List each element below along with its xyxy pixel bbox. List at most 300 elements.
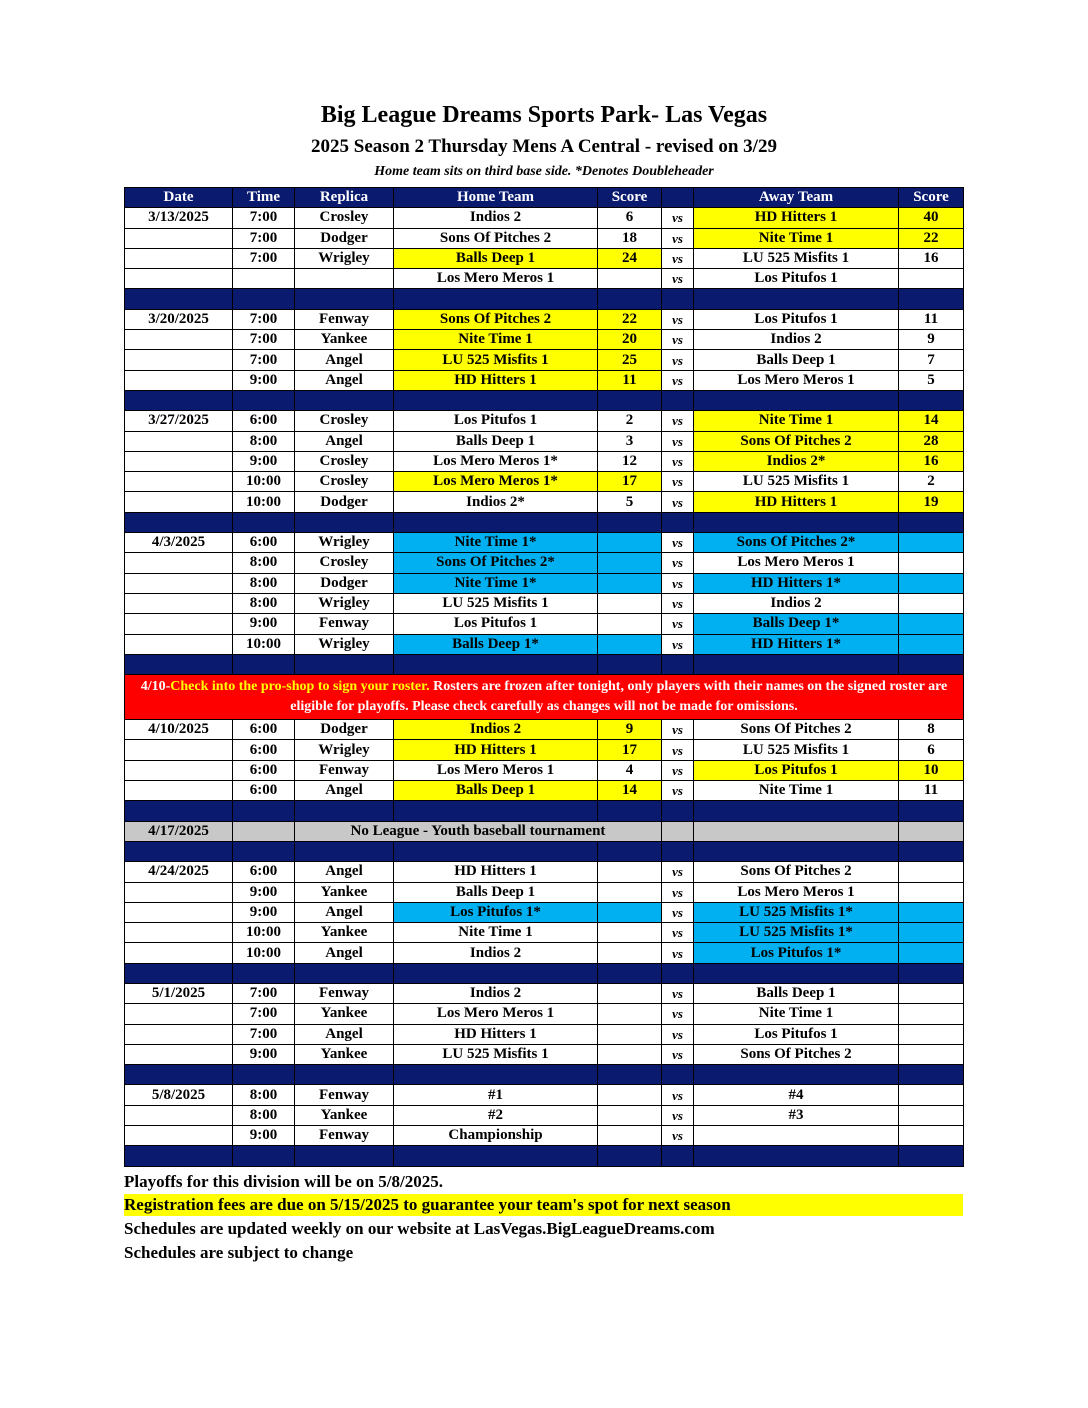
home-score-cell	[598, 553, 662, 573]
date-cell	[125, 228, 233, 248]
game-row	[125, 593, 964, 613]
away-score-cell	[899, 1004, 964, 1024]
date-cell	[125, 269, 233, 289]
game-row	[125, 431, 964, 451]
away-score-cell	[899, 1105, 964, 1125]
date-cell	[125, 492, 233, 512]
separator-cell	[598, 801, 662, 821]
home-score-cell	[598, 1105, 662, 1125]
no-league-message: No League - Youth baseball tournament	[295, 821, 662, 841]
home-team-cell: HD Hitters 1	[394, 862, 598, 882]
home-score-cell: 20	[598, 330, 662, 350]
date-cell: 4/10/2025	[125, 720, 233, 740]
game-row	[125, 902, 964, 922]
home-team-cell: #2	[394, 1105, 598, 1125]
home-team-cell: Indios 2	[394, 720, 598, 740]
away-team-cell: Sons Of Pitches 2	[694, 1044, 899, 1064]
away-team-cell: Sons Of Pitches 2	[694, 862, 899, 882]
away-score-cell: 14	[899, 411, 964, 431]
game-row	[125, 208, 964, 228]
away-team-cell: Sons Of Pitches 2	[694, 720, 899, 740]
separator-cell	[899, 654, 964, 674]
replica-cell: Fenway	[295, 309, 394, 329]
replica-cell: Angel	[295, 370, 394, 390]
separator-cell	[662, 512, 694, 532]
date-cell: 4/17/2025	[125, 821, 233, 841]
separator-cell	[662, 289, 694, 309]
away-score-cell	[899, 593, 964, 613]
vs-cell: vs	[662, 983, 694, 1003]
time-cell: 9:00	[233, 370, 295, 390]
time-cell: 8:00	[233, 1105, 295, 1125]
game-row	[125, 553, 964, 573]
vs-cell: vs	[662, 923, 694, 943]
home-score-cell: 6	[598, 208, 662, 228]
time-cell	[233, 821, 295, 841]
footer-website-note: Schedules are updated weekly on our website at LasVegas.BigLeagueDreams.com	[124, 1219, 715, 1238]
replica-cell: Dodger	[295, 492, 394, 512]
home-score-cell: 3	[598, 431, 662, 451]
page-title: Big League Dreams Sports Park- Las Vegas	[320, 102, 768, 128]
date-cell	[125, 614, 233, 634]
time-cell: 7:00	[233, 1004, 295, 1024]
away-score-cell: 22	[899, 228, 964, 248]
time-cell: 8:00	[233, 1085, 295, 1105]
away-score-cell	[899, 614, 964, 634]
separator-cell	[233, 1065, 295, 1085]
separator-cell	[233, 801, 295, 821]
separator-row	[125, 1146, 964, 1166]
separator-cell	[295, 654, 394, 674]
away-team-cell: Los Mero Meros 1	[694, 553, 899, 573]
replica-cell: Fenway	[295, 760, 394, 780]
footer-change-note: Schedules are subject to change	[124, 1243, 354, 1262]
notice-highlight: Check into the pro-shop to sign your roster.	[170, 679, 430, 695]
home-team-cell: Championship	[394, 1126, 598, 1146]
separator-cell	[899, 289, 964, 309]
away-team-cell: #3	[694, 1105, 899, 1125]
away-team-cell: Los Pitufos 1*	[694, 943, 899, 963]
away-team-cell: HD Hitters 1*	[694, 573, 899, 593]
home-score-cell	[598, 1024, 662, 1044]
separator-cell	[899, 963, 964, 983]
home-score-cell	[598, 614, 662, 634]
date-cell	[125, 1126, 233, 1146]
time-cell: 9:00	[233, 902, 295, 922]
away-team-cell: Indios 2	[694, 330, 899, 350]
date-cell	[125, 943, 233, 963]
away-score-cell: 6	[899, 740, 964, 760]
away-score-cell	[899, 821, 964, 841]
away-score-cell: 40	[899, 208, 964, 228]
home-team-cell: LU 525 Misfits 1	[394, 593, 598, 613]
col-header-away-score: Score	[899, 188, 964, 208]
time-cell: 6:00	[233, 740, 295, 760]
away-score-cell: 19	[899, 492, 964, 512]
home-team-cell: Nite Time 1*	[394, 533, 598, 553]
game-row	[125, 269, 964, 289]
replica-cell: Angel	[295, 902, 394, 922]
separator-cell	[598, 841, 662, 861]
date-cell	[125, 431, 233, 451]
home-score-cell: 17	[598, 472, 662, 492]
separator-cell	[394, 841, 598, 861]
home-team-cell: Los Pitufos 1*	[394, 902, 598, 922]
separator-cell	[899, 841, 964, 861]
home-team-cell: Indios 2	[394, 208, 598, 228]
separator-row	[125, 289, 964, 309]
separator-cell	[598, 289, 662, 309]
separator-cell	[295, 1065, 394, 1085]
home-team-cell: Sons Of Pitches 2	[394, 228, 598, 248]
away-team-cell: LU 525 Misfits 1	[694, 472, 899, 492]
separator-cell	[598, 1065, 662, 1085]
date-cell	[125, 553, 233, 573]
replica-cell: Angel	[295, 431, 394, 451]
home-score-cell: 17	[598, 740, 662, 760]
col-header-home-team: Home Team	[394, 188, 598, 208]
away-team-cell: Los Mero Meros 1	[694, 882, 899, 902]
away-score-cell: 11	[899, 781, 964, 801]
replica-cell: Dodger	[295, 720, 394, 740]
schedule-note: Home team sits on third base side. *Denotes Doubleheader	[374, 164, 714, 179]
time-cell: 6:00	[233, 760, 295, 780]
time-cell: 7:00	[233, 983, 295, 1003]
vs-cell: vs	[662, 309, 694, 329]
away-team-cell	[694, 821, 899, 841]
away-score-cell	[899, 902, 964, 922]
away-team-cell: LU 525 Misfits 1	[694, 740, 899, 760]
replica-cell: Angel	[295, 781, 394, 801]
away-score-cell	[899, 1024, 964, 1044]
vs-cell: vs	[662, 862, 694, 882]
time-cell: 8:00	[233, 593, 295, 613]
away-team-cell: Sons Of Pitches 2*	[694, 533, 899, 553]
away-score-cell: 10	[899, 760, 964, 780]
away-team-cell	[694, 1126, 899, 1146]
date-cell	[125, 451, 233, 471]
vs-cell: vs	[662, 451, 694, 471]
separator-cell	[598, 390, 662, 410]
time-cell: 6:00	[233, 533, 295, 553]
separator-cell	[598, 654, 662, 674]
time-cell: 6:00	[233, 411, 295, 431]
separator-cell	[899, 390, 964, 410]
home-score-cell	[598, 902, 662, 922]
game-row	[125, 1085, 964, 1105]
separator-cell	[295, 801, 394, 821]
home-team-cell: Nite Time 1*	[394, 573, 598, 593]
separator-cell	[394, 963, 598, 983]
vs-cell: vs	[662, 760, 694, 780]
replica-cell: Fenway	[295, 983, 394, 1003]
separator-cell	[899, 512, 964, 532]
time-cell	[233, 269, 295, 289]
replica-cell: Crosley	[295, 411, 394, 431]
game-row	[125, 760, 964, 780]
separator-cell	[694, 289, 899, 309]
date-cell	[125, 1004, 233, 1024]
replica-cell: Yankee	[295, 1044, 394, 1064]
home-score-cell: 22	[598, 309, 662, 329]
game-row	[125, 228, 964, 248]
replica-cell: Wrigley	[295, 533, 394, 553]
game-row	[125, 451, 964, 471]
home-score-cell	[598, 269, 662, 289]
col-header-replica: Replica	[295, 188, 394, 208]
replica-cell: Angel	[295, 350, 394, 370]
time-cell: 7:00	[233, 330, 295, 350]
time-cell: 9:00	[233, 451, 295, 471]
separator-cell	[694, 963, 899, 983]
time-cell: 10:00	[233, 492, 295, 512]
away-score-cell	[899, 983, 964, 1003]
away-score-cell: 7	[899, 350, 964, 370]
game-row	[125, 740, 964, 760]
separator-cell	[662, 841, 694, 861]
no-league-row	[125, 821, 964, 841]
away-score-cell	[899, 1044, 964, 1064]
home-team-cell: Los Mero Meros 1*	[394, 451, 598, 471]
separator-cell	[233, 1146, 295, 1166]
date-cell: 4/3/2025	[125, 533, 233, 553]
separator-cell	[233, 963, 295, 983]
separator-cell	[694, 654, 899, 674]
separator-cell	[295, 390, 394, 410]
game-row	[125, 1044, 964, 1064]
away-team-cell: LU 525 Misfits 1*	[694, 923, 899, 943]
footer-registration-note: Registration fees are due on 5/15/2025 to guarantee your team's spot for next season	[124, 1194, 963, 1216]
game-row	[125, 923, 964, 943]
vs-cell: vs	[662, 634, 694, 654]
game-row	[125, 614, 964, 634]
page-subtitle: 2025 Season 2 Thursday Mens A Central - revised on 3/29	[311, 136, 777, 157]
home-score-cell	[598, 1044, 662, 1064]
date-cell: 3/27/2025	[125, 411, 233, 431]
date-cell	[125, 760, 233, 780]
separator-cell	[125, 963, 233, 983]
date-cell	[125, 350, 233, 370]
vs-cell: vs	[662, 1085, 694, 1105]
time-cell: 10:00	[233, 923, 295, 943]
replica-cell: Yankee	[295, 1105, 394, 1125]
game-row	[125, 533, 964, 553]
home-team-cell: Los Mero Meros 1	[394, 1004, 598, 1024]
home-team-cell: Los Mero Meros 1	[394, 269, 598, 289]
vs-cell: vs	[662, 1126, 694, 1146]
separator-cell	[125, 1065, 233, 1085]
away-score-cell: 16	[899, 451, 964, 471]
away-team-cell: Balls Deep 1	[694, 350, 899, 370]
away-team-cell: HD Hitters 1	[694, 208, 899, 228]
vs-cell: vs	[662, 248, 694, 268]
separator-cell	[394, 1146, 598, 1166]
away-team-cell: Balls Deep 1*	[694, 614, 899, 634]
vs-cell: vs	[662, 553, 694, 573]
separator-cell	[394, 801, 598, 821]
date-cell: 5/1/2025	[125, 983, 233, 1003]
home-score-cell: 4	[598, 760, 662, 780]
replica-cell: Yankee	[295, 923, 394, 943]
vs-cell: vs	[662, 411, 694, 431]
vs-cell: vs	[662, 573, 694, 593]
date-cell	[125, 923, 233, 943]
separator-cell	[125, 654, 233, 674]
date-cell	[125, 1105, 233, 1125]
game-row	[125, 862, 964, 882]
away-score-cell	[899, 573, 964, 593]
roster-notice-row	[125, 675, 964, 720]
away-score-cell: 5	[899, 370, 964, 390]
away-score-cell	[899, 1126, 964, 1146]
home-team-cell: Balls Deep 1*	[394, 634, 598, 654]
home-team-cell: #1	[394, 1085, 598, 1105]
away-team-cell: Los Mero Meros 1	[694, 370, 899, 390]
away-score-cell	[899, 1085, 964, 1105]
away-score-cell	[899, 882, 964, 902]
separator-cell	[598, 512, 662, 532]
replica-cell: Wrigley	[295, 593, 394, 613]
home-team-cell: Los Pitufos 1	[394, 411, 598, 431]
away-score-cell: 2	[899, 472, 964, 492]
away-score-cell: 9	[899, 330, 964, 350]
separator-cell	[694, 512, 899, 532]
date-cell	[125, 882, 233, 902]
table-header-row	[125, 188, 964, 208]
game-row	[125, 720, 964, 740]
away-team-cell: Nite Time 1	[694, 228, 899, 248]
home-team-cell: Balls Deep 1	[394, 431, 598, 451]
col-header-vs	[662, 188, 694, 208]
time-cell: 7:00	[233, 1024, 295, 1044]
separator-cell	[125, 801, 233, 821]
replica-cell: Fenway	[295, 1126, 394, 1146]
time-cell: 8:00	[233, 431, 295, 451]
separator-cell	[295, 963, 394, 983]
separator-cell	[662, 801, 694, 821]
home-team-cell: Nite Time 1	[394, 923, 598, 943]
date-cell	[125, 781, 233, 801]
replica-cell: Crosley	[295, 208, 394, 228]
away-team-cell: Nite Time 1	[694, 781, 899, 801]
replica-cell: Crosley	[295, 553, 394, 573]
game-row	[125, 370, 964, 390]
time-cell: 9:00	[233, 882, 295, 902]
game-row	[125, 1126, 964, 1146]
separator-cell	[694, 390, 899, 410]
separator-cell	[125, 390, 233, 410]
vs-cell: vs	[662, 228, 694, 248]
replica-cell: Yankee	[295, 882, 394, 902]
separator-cell	[233, 289, 295, 309]
game-row	[125, 983, 964, 1003]
time-cell: 7:00	[233, 208, 295, 228]
home-team-cell: Balls Deep 1	[394, 248, 598, 268]
vs-cell: vs	[662, 593, 694, 613]
away-score-cell: 16	[899, 248, 964, 268]
date-cell	[125, 1024, 233, 1044]
vs-cell: vs	[662, 472, 694, 492]
home-score-cell	[598, 862, 662, 882]
separator-cell	[125, 841, 233, 861]
home-score-cell: 11	[598, 370, 662, 390]
home-team-cell: HD Hitters 1	[394, 740, 598, 760]
date-cell: 4/24/2025	[125, 862, 233, 882]
game-row	[125, 781, 964, 801]
away-score-cell: 28	[899, 431, 964, 451]
away-team-cell: Indios 2	[694, 593, 899, 613]
time-cell: 6:00	[233, 862, 295, 882]
replica-cell: Angel	[295, 862, 394, 882]
game-row	[125, 1024, 964, 1044]
vs-cell: vs	[662, 720, 694, 740]
separator-cell	[662, 654, 694, 674]
home-score-cell	[598, 1085, 662, 1105]
date-cell	[125, 370, 233, 390]
away-team-cell: LU 525 Misfits 1	[694, 248, 899, 268]
date-cell: 3/13/2025	[125, 208, 233, 228]
away-score-cell	[899, 553, 964, 573]
time-cell: 7:00	[233, 228, 295, 248]
replica-cell: Dodger	[295, 573, 394, 593]
separator-cell	[662, 1065, 694, 1085]
game-row	[125, 330, 964, 350]
home-score-cell: 25	[598, 350, 662, 370]
away-team-cell: #4	[694, 1085, 899, 1105]
vs-cell: vs	[662, 350, 694, 370]
home-team-cell: Indios 2*	[394, 492, 598, 512]
vs-cell: vs	[662, 781, 694, 801]
separator-cell	[662, 963, 694, 983]
home-team-cell: HD Hitters 1	[394, 370, 598, 390]
away-team-cell: Los Pitufos 1	[694, 760, 899, 780]
col-header-home-score: Score	[598, 188, 662, 208]
vs-cell: vs	[662, 370, 694, 390]
time-cell: 6:00	[233, 720, 295, 740]
home-team-cell: LU 525 Misfits 1	[394, 1044, 598, 1064]
separator-cell	[694, 1146, 899, 1166]
home-score-cell	[598, 634, 662, 654]
game-row	[125, 1105, 964, 1125]
date-cell	[125, 472, 233, 492]
home-score-cell	[598, 983, 662, 1003]
separator-cell	[233, 841, 295, 861]
away-team-cell: Indios 2*	[694, 451, 899, 471]
col-header-away-team: Away Team	[694, 188, 899, 208]
separator-cell	[598, 963, 662, 983]
time-cell: 7:00	[233, 248, 295, 268]
home-score-cell: 5	[598, 492, 662, 512]
vs-cell: vs	[662, 740, 694, 760]
game-row	[125, 1004, 964, 1024]
home-team-cell: Nite Time 1	[394, 330, 598, 350]
replica-cell: Fenway	[295, 1085, 394, 1105]
home-score-cell: 18	[598, 228, 662, 248]
home-score-cell	[598, 1126, 662, 1146]
date-cell	[125, 330, 233, 350]
vs-cell: vs	[662, 1004, 694, 1024]
home-score-cell: 2	[598, 411, 662, 431]
separator-cell	[899, 1065, 964, 1085]
away-score-cell	[899, 923, 964, 943]
separator-cell	[233, 512, 295, 532]
vs-cell: vs	[662, 1044, 694, 1064]
vs-cell: vs	[662, 492, 694, 512]
separator-cell	[899, 801, 964, 821]
separator-cell	[125, 289, 233, 309]
vs-cell: vs	[662, 431, 694, 451]
home-team-cell: Balls Deep 1	[394, 882, 598, 902]
